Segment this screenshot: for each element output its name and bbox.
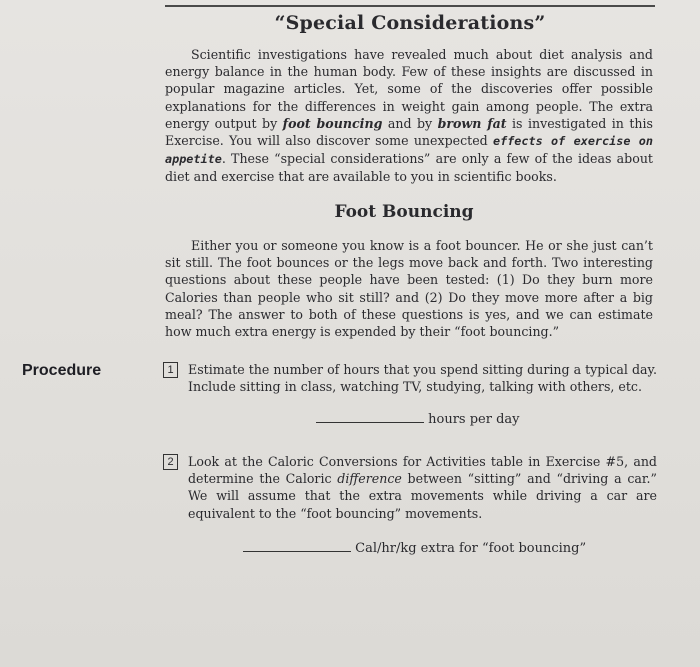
emphasis-difference: difference (337, 471, 402, 487)
answer-unit: Cal/hr/kg extra for “foot bouncing” (355, 541, 587, 556)
answer-line-cal (243, 541, 586, 556)
emphasis-effects-of-exercise: effects of exercise on appetite (165, 134, 653, 167)
answer-blank[interactable] (316, 422, 424, 423)
answer-unit: hours per day (428, 412, 520, 427)
section-heading: Foot Bouncing (334, 202, 474, 222)
emphasis-foot-bouncing: foot bouncing (282, 115, 383, 131)
step-text: Estimate the number of hours that you spend sitting during a typical day. Include sitting in class, watching TV, studying, talking with others, etc. (188, 362, 657, 395)
intro-paragraph: Scientific investigations have revealed much about diet analysis and energy balance in the human body. Few of these insights are discussed in popular magazine articles. Yet, some of the discoveries offer possible explanations for the differences in weight gain among people. The extra energy output by foot bouncing and by brown fat is investigated in this Exercise. You will also discover some unexpected effects of exercise on appetite. These “special considerations” are only a few of the ideas about diet and exercise that are available to you in scientific books. (165, 47, 653, 185)
answer-blank[interactable] (243, 551, 351, 552)
emphasis-brown-fat: brown fat (437, 115, 507, 131)
procedure-label: Procedure (22, 362, 102, 379)
procedure-step-2 (163, 453, 657, 522)
foot-bouncing-paragraph: Either you or someone you know is a foot bouncer. He or she just can’t sit still. The foot bounces or the legs move back and forth. Two interesting questions about these people have been tested: (1) Do they burn more Calories than people who sit still? and (2) Do they move more after a big meal? The answer to both of these questions is yes, and we can estimate how much extra energy is expended by their “foot bouncing.” (165, 238, 653, 340)
page-title: “Special Considerations” (274, 12, 546, 34)
step-text: Look at the Caloric Conversions for Activities table in Exercise #5, and determine the Caloric difference between “sitting” and “driving a car.” We will assume that the extra movements while driving a car are equivalent to the “foot bouncing” movements. (188, 454, 657, 521)
step-number-box: 2 (163, 454, 178, 470)
step-number-box: 1 (163, 362, 178, 378)
top-rule (165, 5, 655, 7)
answer-line-hours (316, 412, 520, 427)
procedure-step-1 (163, 361, 657, 395)
